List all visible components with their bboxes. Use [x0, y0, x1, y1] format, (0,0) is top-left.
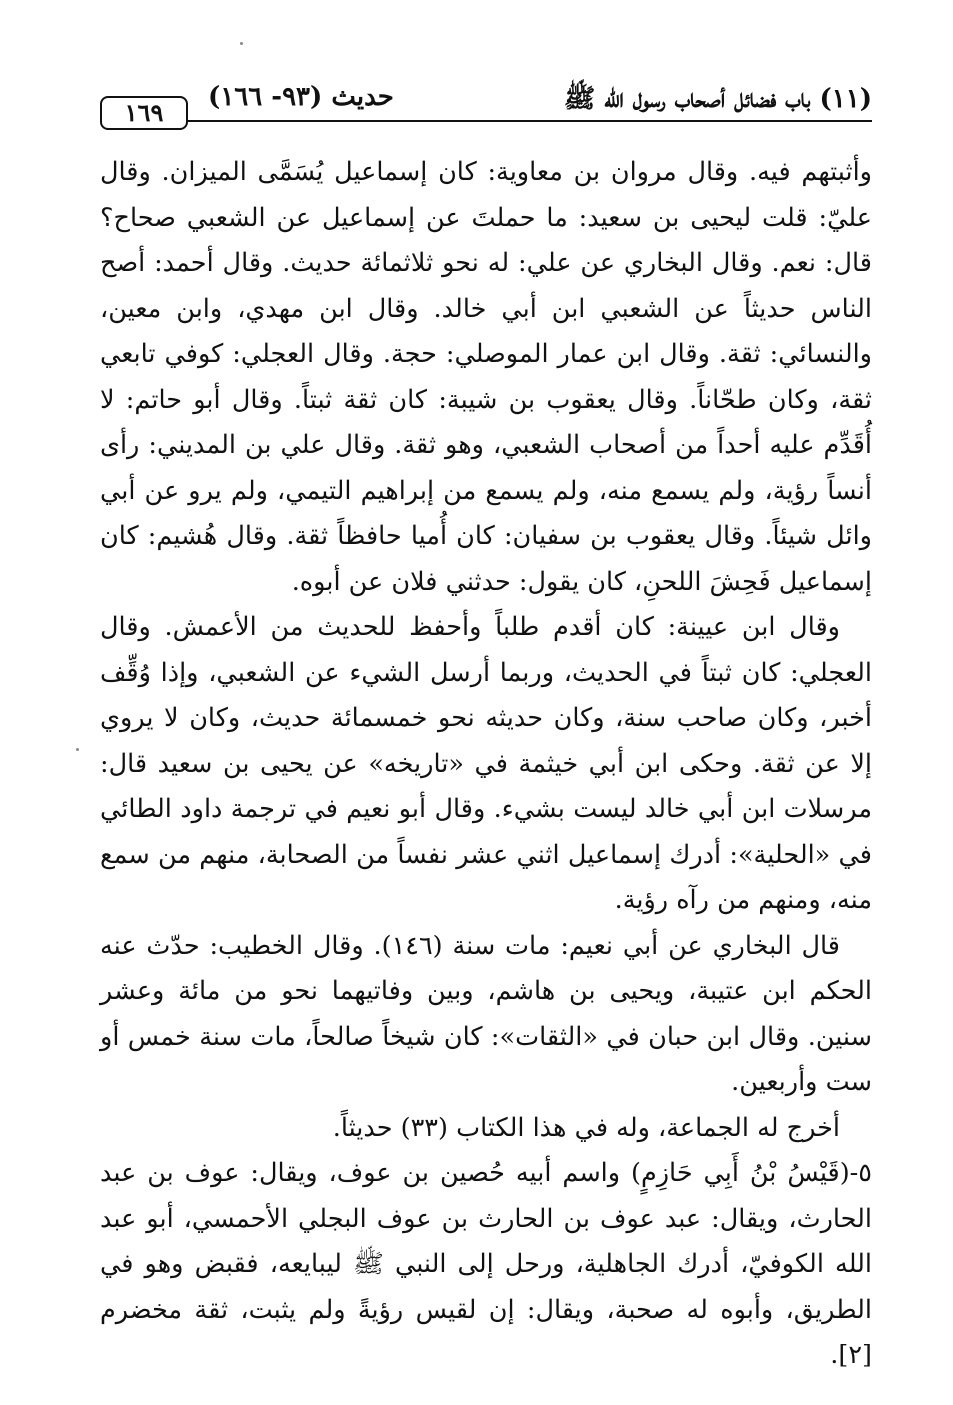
paragraph-qays-ibn-abi-hazim: ٥-(قَيْسُ بْنُ أَبِي حَازِمٍ) واسم أبيه حُصين بن عوف، ويقال: عوف بن عبد الحارث، ويقال: عبد عوف بن الحارث بن عوف البجلي الأحمسي، أبو عبد الله الكوفيّ، أدرك الجاهلية، ورحل إلى النبي ﷺ ليبايعه، فقبض وهو في الطريق، وأبوه له صحبة، ويقال: إن لقيس رؤيةً ولم يثبت، ثقة مخضرم [٢].	[100, 1158, 872, 1370]
paragraph-jamaah-count: أخرج له الجماعة، وله في هذا الكتاب (٣٣) حديثاً.	[332, 1112, 840, 1143]
hadith-range: حديث (٩٣- ١٦٦)	[208, 82, 394, 112]
scan-speck	[240, 42, 243, 45]
paragraph-bukhari-death-year: قال البخاري عن أبي نعيم: مات سنة (١٤٦). وقال الخطيب: حدّث عنه الحكم ابن عتيبة، ويحيى بن هاشم، وبين وفاتيهما نحو من مائة وعشر سنين. وقال ابن حبان في «الثقات»: كان شيخاً صالحاً، مات سنة خمس أو ست وأربعين.	[100, 930, 872, 1097]
running-title: (١١) باب فضائل أصحاب رسول الله ﷺ	[563, 84, 872, 114]
scan-speck	[76, 748, 79, 751]
paragraph-ismail-continued: وأثبتهم فيه. وقال مروان بن معاوية: كان إسماعيل يُسَمَّى الميزان. وقال عليّ: قلت ليحيى بن سعيد: ما حملتَ عن إسماعيل عن الشعبي صحاح؟ قال: نعم. وقال البخاري عن علي: له نحو ثلاثمائة حديث. وقال أحمد: أصح الناس حديثاً عن الشعبي ابن أبي خالد. وقال ابن مهدي، وابن معين، والنسائي: ثقة. وقال ابن عمار الموصلي: حجة. وقال العجلي: كوفي تابعي ثقة، وكان طحّاناً. وقال يعقوب بن شيبة: كان ثقة ثبتاً. وقال أبو حاتم: لا أُقَدِّم عليه أحداً من أصحاب الشعبي، وهو ثقة. وقال علي بن المديني: رأى أنساً رؤية، ولم يسمع منه، ولم يسمع من إبراهيم التيمي، ولم يرو عن أبي وائل شيئاً. وقال يعقوب بن سفيان: كان أُميا حافظاً ثقة. وقال هُشيم: كان إسماعيل فَحِشَ اللحنِ، كان يقول: حدثني فلان عن أبوه.	[100, 157, 872, 597]
body-text	[100, 150, 872, 1379]
paragraph-ibn-uyaynah: وقال ابن عيينة: كان أقدم طلباً وأحفظ للحديث من الأعمش. وقال العجلي: كان ثبتاً في الحديث، وربما أرسل الشيء عن الشعبي، وإذا وُقِّف أخبر، وكان صاحب سنة، وكان حديثه نحو خمسمائة حديث، وكان لا يروي إلا عن ثقة. وحكى ابن أبي خيثمة في «تاريخه» عن يحيى بن سعيد قال: مرسلات ابن أبي خالد ليست بشيء. وقال أبو نعيم في ترجمة داود الطائي في «الحلية»: أدرك إسماعيل اثني عشر نفساً من الصحابة، منهم من سمع منه، ومنهم من رآه رؤية.	[100, 612, 872, 915]
page-header	[100, 78, 872, 127]
header-rule	[180, 120, 872, 122]
page-number: ١٦٩	[100, 96, 188, 130]
